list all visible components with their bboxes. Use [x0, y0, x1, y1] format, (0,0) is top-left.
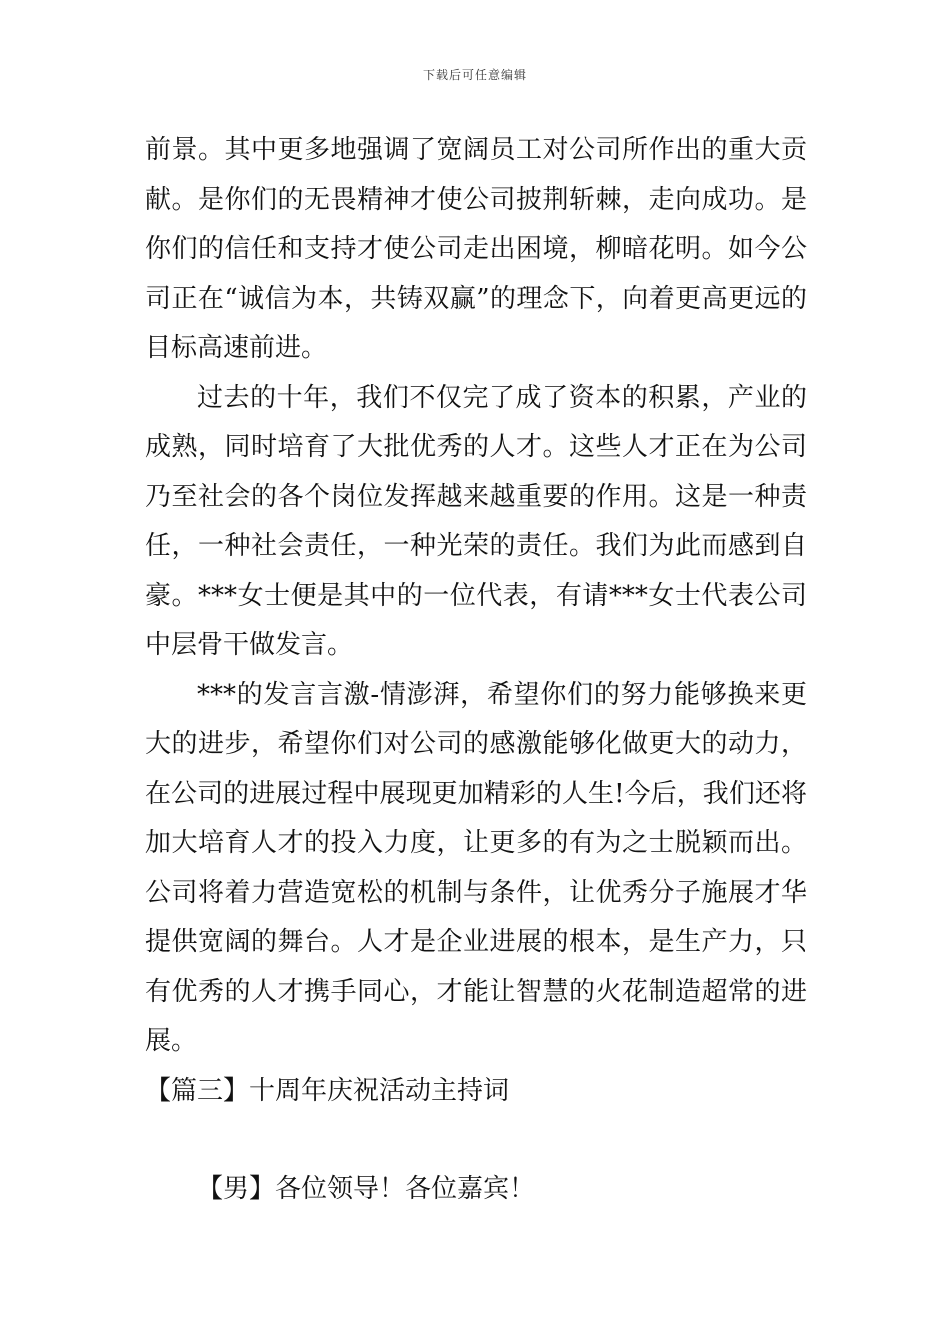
page-header-note: 下载后可任意编辑 — [422, 68, 527, 82]
paragraph-talent-growth: 过去的十年，我们不仅完了成了资本的积累，产业的成熟，同时培育了大批优秀的人才。这些人才正在为公司乃至社会的各个岗位发挥越来越重要的作用。这是一种责任，一种社会责任，一种光荣的责任。我们为此而感到自豪。***女士便是其中的一位代表，有请***女士代表公司中层骨干做发言。 — [145, 382, 807, 660]
speaker-line: 【男】各位领导！各位嘉宾！ — [197, 1174, 536, 1204]
paragraph-speech-response: ***的发言言激-情澎湃，希望你们的努力能够换来更大的进步，希望你们对公司的感激能够化做更大的动力，在公司的进展过程中展现更加精彩的人生!今后，我们还将加大培育人才的投入力度，让更多的有为之士脱颖而出。公司将着力营造宽松的机制与条件，让优秀分子施展才华提供宽阔的舞台。人才是企业进展的根本，是生产力，只有优秀的人才携手同心，才能让智慧的火花制造超常的进展。 — [145, 679, 807, 1056]
document-body — [145, 126, 807, 1215]
section-heading: 【篇三】十周年庆祝活动主持词 — [145, 1075, 510, 1106]
paragraph-continuation: 前景。其中更多地强调了宽阔员工对公司所作出的重大贡献。是你们的无畏精神才使公司披荆斩棘，走向成功。是你们的信任和支持才使公司走出困境，柳暗花明。如今公司正在“诚信为本，共铸双赢”的理念下，向着更高更远的目标高速前进。 — [145, 135, 807, 363]
